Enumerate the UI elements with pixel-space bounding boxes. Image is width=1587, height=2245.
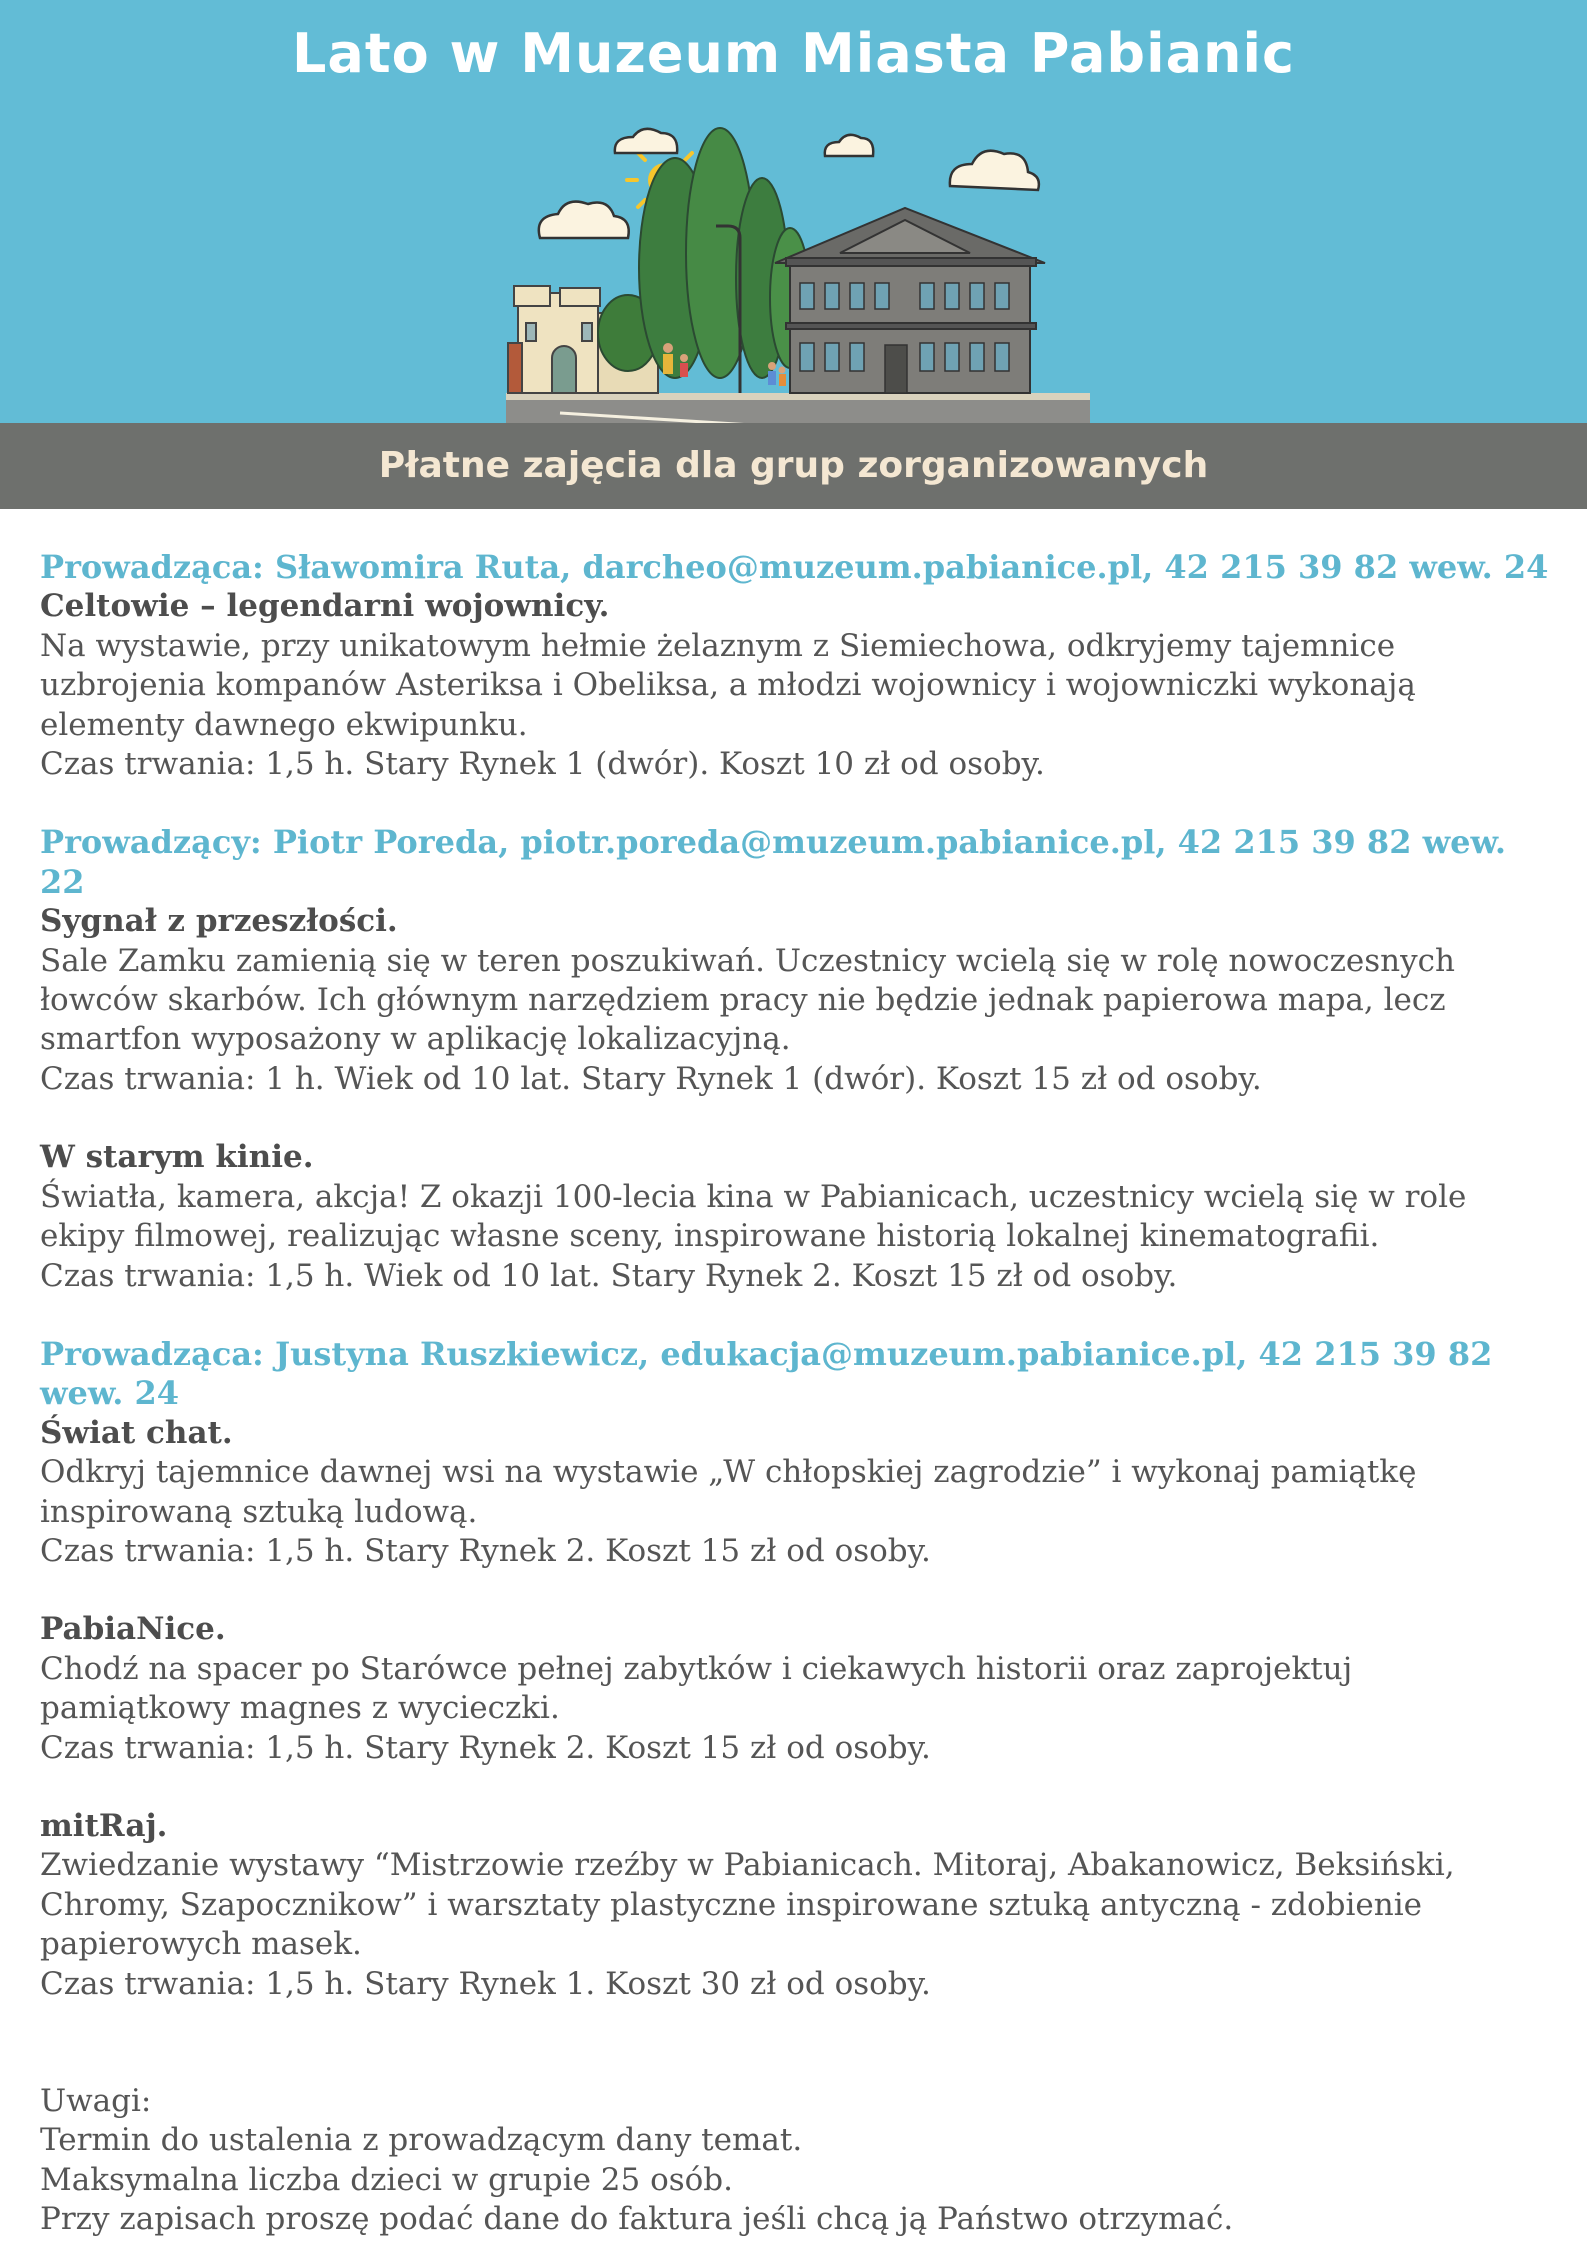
activity-title: Świat chat. [40, 1414, 233, 1451]
header-banner [0, 0, 1587, 423]
subtitle-band [0, 423, 1587, 509]
activity-description: Odkryj tajemnice dawnej wsi na wystawie „W chłopskiej zagrodzie” i wykonaj pamiątkę inspirowaną sztuką ludową. [40, 1454, 1417, 1530]
activity-details: Czas trwania: 1 h. Wiek od 10 lat. Stary Rynek 1 (dwór). Koszt 15 zł od osoby. [40, 1060, 1262, 1097]
section-leader: Prowadząca: Justyna Ruszkiewicz, edukacja@muzeum.pabianice.pl, 42 215 39 82 wew. 24 [40, 1334, 1493, 1413]
activity-description: Sale Zamku zamienią się w teren poszukiwań. Uczestnicy wcielą się w rolę nowoczesnych łowców skarbów. Ich głównym narzędziem pracy nie będzie jednak papierowa mapa, lecz smartfon wyposażony w aplikację lokalizacyjną. [40, 942, 1455, 1058]
activity-title: PabiaNice. [40, 1611, 226, 1648]
section-leader: Prowadzący: Piotr Poreda, piotr.poreda@muzeum.pabianice.pl, 42 215 39 82 wew. 22 [40, 823, 1506, 901]
activity-details: Czas trwania: 1,5 h. Stary Rynek 2. Koszt 15 zł od osoby. [40, 1532, 931, 1569]
notes-line: Przy zapisach proszę podać dane do faktura jeśli chcą ją Państwo otrzymać. [40, 2201, 1234, 2238]
activity-title: W starym kinie. [40, 1139, 314, 1176]
activity-description: Światła, kamera, akcja! Z okazji 100-lecia kina w Pabianicach, uczestnicy wcielą się w role ekipy filmowej, realizując własne sceny, inspirowane historią lokalnej kinematografii. [40, 1178, 1467, 1255]
notes-line: Maksymalna liczba dzieci w grupie 25 osób. [40, 2161, 734, 2198]
subtitle: Płatne zajęcia dla grup zorganizowanych [378, 445, 1209, 486]
activity-details: Czas trwania: 1,5 h. Stary Rynek 1 (dwór). Koszt 10 zł od osoby. [40, 746, 1045, 783]
notes-label: Uwagi: [40, 2083, 152, 2119]
section-leader: Prowadząca: Sławomira Ruta, darcheo@muzeum.pabianice.pl, 42 215 39 82 wew. 24 [40, 548, 1549, 586]
activity-description: Chodź na spacer po Starówce pełnej zabytków i ciekawych historii oraz zaprojektuj pamiątkowy magnes z wycieczki. [40, 1650, 1353, 1727]
activity-details: Czas trwania: 1,5 h. Wiek od 10 lat. Stary Rynek 2. Koszt 15 zł od osoby. [40, 1257, 1178, 1294]
activity-title: Celtowie – legendarni wojownicy. [40, 588, 610, 625]
activity-description: Zwiedzanie wystawy “Mistrzowie rzeźby w Pabianicach. Mitoraj, Abakanowicz, Beksiński, Chromy, Szapocznikow” i warsztaty plastyczne inspirowane sztuką antyczną - zdobienie papierowych masek. [40, 1847, 1455, 1963]
activity-details: Czas trwania: 1,5 h. Stary Rynek 2. Koszt 15 zł od osoby. [40, 1729, 931, 1766]
activity-title: mitRaj. [40, 1807, 168, 1844]
notes-line: Termin do ustalenia z prowadzącym dany temat. [40, 2122, 803, 2159]
activity-title: Sygnał z przeszłości. [40, 903, 398, 940]
activity-details: Czas trwania: 1,5 h. Stary Rynek 1. Koszt 30 zł od osoby. [40, 1965, 931, 2002]
content [40, 548, 1550, 2240]
museum-illustration [500, 108, 1090, 423]
activity-description: Na wystawie, przy unikatowym hełmie żelaznym z Siemiechowa, odkryjemy tajemnice uzbrojenia kompanów Asteriksa i Obeliksa, a młodzi wojownicy i wojowniczki wykonają elementy dawnego ekwipunku. [40, 627, 1416, 743]
page-title: Lato w Muzeum Miasta Pabianic [291, 22, 1295, 85]
